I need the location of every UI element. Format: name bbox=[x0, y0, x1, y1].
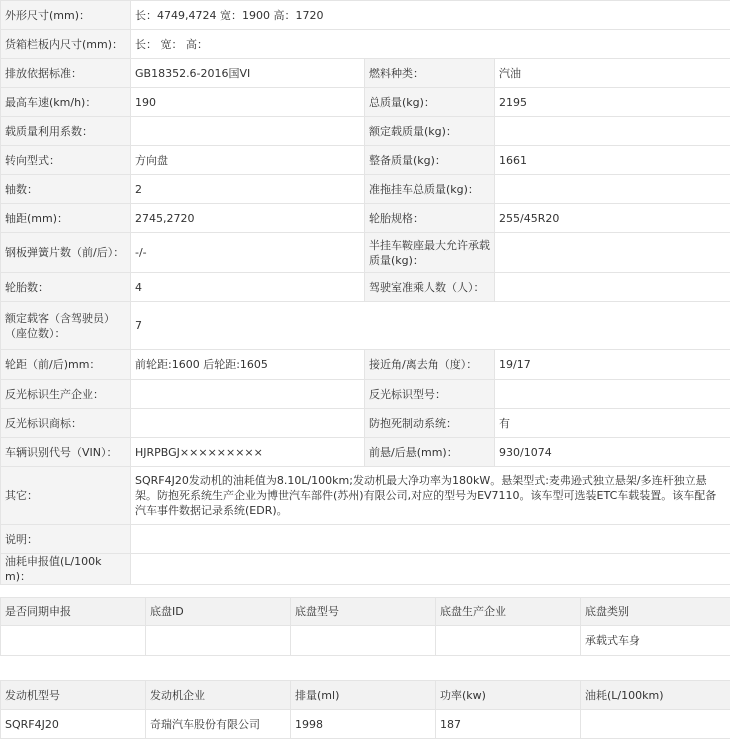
chassis-header-cell: 底盘类别 bbox=[581, 598, 730, 626]
spec-value bbox=[495, 175, 730, 204]
spec-label: 燃料种类： bbox=[365, 59, 495, 88]
spec-value: 7 bbox=[131, 302, 730, 350]
spec-row bbox=[1, 380, 730, 409]
chassis-header-row bbox=[1, 598, 730, 626]
spec-value: 4 bbox=[131, 273, 365, 302]
spec-label: 半挂车鞍座最大允许承载质量(kg)： bbox=[365, 233, 495, 273]
spec-row bbox=[1, 175, 730, 204]
chassis-header-cell: 是否同期申报 bbox=[1, 598, 146, 626]
spec-label: 说明： bbox=[1, 525, 131, 554]
spec-label: 转向型式： bbox=[1, 146, 131, 175]
spec-value bbox=[495, 117, 730, 146]
engine-header-cell: 发动机型号 bbox=[1, 681, 146, 710]
engine-table bbox=[0, 680, 730, 739]
spec-value: 930/1074 bbox=[495, 438, 730, 467]
spec-label: 反光标识型号： bbox=[365, 380, 495, 409]
spec-label: 轮距（前/后)mm： bbox=[1, 350, 131, 380]
spec-row bbox=[1, 1, 730, 30]
spec-label: 外形尺寸(mm)： bbox=[1, 1, 131, 30]
chassis-cell: 承载式车身 bbox=[581, 626, 730, 656]
spec-value: 有 bbox=[495, 409, 730, 438]
spec-value: GB18352.6-2016国VI bbox=[131, 59, 365, 88]
chassis-table bbox=[0, 597, 730, 656]
spec-value: SQRF4J20发动机的油耗值为8.10L/100km;发动机最大净功率为180kW。悬架型式:麦弗逊式独立悬架/多连杆独立悬架。防抱死系统生产企业为博世汽车部件(苏州)有限公司,对应的型号为EV7110。该车型可选装ETC车载装置。该车配备汽车事件数据记录系统(EDR)。 bbox=[131, 467, 730, 525]
spec-label: 反光标识商标： bbox=[1, 409, 131, 438]
spec-value bbox=[495, 273, 730, 302]
spec-label: 前悬/后悬(mm)： bbox=[365, 438, 495, 467]
spec-label: 轮胎数： bbox=[1, 273, 131, 302]
engine-header-cell: 油耗(L/100km) bbox=[581, 681, 730, 710]
chassis-header-cell: 底盘ID bbox=[146, 598, 291, 626]
spec-value bbox=[495, 380, 730, 409]
chassis-cell bbox=[291, 626, 436, 656]
engine-cell bbox=[581, 710, 730, 739]
chassis-header-cell: 底盘生产企业 bbox=[436, 598, 581, 626]
spec-value bbox=[131, 380, 365, 409]
chassis-header-cell: 底盘型号 bbox=[291, 598, 436, 626]
engine-cell: 1998 bbox=[291, 710, 436, 739]
spec-label: 反光标识生产企业： bbox=[1, 380, 131, 409]
chassis-cell bbox=[436, 626, 581, 656]
spec-row bbox=[1, 409, 730, 438]
spec-row bbox=[1, 117, 730, 146]
engine-cell: 187 bbox=[436, 710, 581, 739]
spec-label: 轮胎规格： bbox=[365, 204, 495, 233]
spec-value: 2195 bbox=[495, 88, 730, 117]
spec-value: 长：4749,4724 宽：1900 高：1720 bbox=[131, 1, 730, 30]
engine-header-cell: 排量(ml) bbox=[291, 681, 436, 710]
spec-label: 最高车速(km/h)： bbox=[1, 88, 131, 117]
engine-cell: 奇瑞汽车股份有限公司 bbox=[146, 710, 291, 739]
spec-value: 1661 bbox=[495, 146, 730, 175]
engine-data-row bbox=[1, 710, 730, 739]
engine-header-row bbox=[1, 681, 730, 710]
spec-value bbox=[131, 409, 365, 438]
spec-label: 排放依据标准： bbox=[1, 59, 131, 88]
spec-row bbox=[1, 302, 730, 350]
spec-row bbox=[1, 146, 730, 175]
spec-row bbox=[1, 467, 730, 525]
spec-value: 方向盘 bbox=[131, 146, 365, 175]
spec-value: -/- bbox=[131, 233, 365, 273]
spec-label: 准拖挂车总质量(kg)： bbox=[365, 175, 495, 204]
spec-row bbox=[1, 59, 730, 88]
spec-label: 额定载质量(kg)： bbox=[365, 117, 495, 146]
spec-label: 总质量(kg)： bbox=[365, 88, 495, 117]
spec-label: 防抱死制动系统： bbox=[365, 409, 495, 438]
spec-label: 油耗申报值(L/100km)： bbox=[1, 554, 131, 585]
spec-row bbox=[1, 438, 730, 467]
chassis-cell bbox=[1, 626, 146, 656]
spec-value bbox=[131, 525, 730, 554]
spec-label: 车辆识别代号（VIN）： bbox=[1, 438, 131, 467]
spec-row bbox=[1, 273, 730, 302]
spec-label: 货箱栏板内尺寸(mm)： bbox=[1, 30, 131, 59]
spec-value: 2 bbox=[131, 175, 365, 204]
chassis-data-row bbox=[1, 626, 730, 656]
spec-row bbox=[1, 525, 730, 554]
engine-cell: SQRF4J20 bbox=[1, 710, 146, 739]
spec-row bbox=[1, 88, 730, 117]
spec-label: 载质量利用系数： bbox=[1, 117, 131, 146]
spec-label: 其它： bbox=[1, 467, 131, 525]
spec-value: 2745,2720 bbox=[131, 204, 365, 233]
spec-row bbox=[1, 233, 730, 273]
spec-table-body bbox=[1, 1, 730, 585]
spec-row bbox=[1, 554, 730, 585]
spec-row bbox=[1, 30, 730, 59]
spec-value: 255/45R20 bbox=[495, 204, 730, 233]
spec-value: 长： 宽： 高： bbox=[131, 30, 730, 59]
spec-label: 轴数： bbox=[1, 175, 131, 204]
spec-value bbox=[131, 117, 365, 146]
spec-value: HJRPBGJ××××××××× bbox=[131, 438, 365, 467]
engine-header-cell: 功率(kw) bbox=[436, 681, 581, 710]
spec-value bbox=[131, 554, 730, 585]
spec-value: 19/17 bbox=[495, 350, 730, 380]
spec-value: 190 bbox=[131, 88, 365, 117]
spec-label: 接近角/离去角（度）： bbox=[365, 350, 495, 380]
spec-label: 钢板弹簧片数（前/后）： bbox=[1, 233, 131, 273]
spec-label: 轴距(mm)： bbox=[1, 204, 131, 233]
spec-label: 额定载客（含驾驶员）（座位数）： bbox=[1, 302, 131, 350]
spec-value bbox=[495, 233, 730, 273]
spec-row bbox=[1, 350, 730, 380]
spec-value: 汽油 bbox=[495, 59, 730, 88]
spec-row bbox=[1, 204, 730, 233]
chassis-cell bbox=[146, 626, 291, 656]
spec-label: 整备质量(kg)： bbox=[365, 146, 495, 175]
spec-label: 驾驶室准乘人数（人）： bbox=[365, 273, 495, 302]
spec-value: 前轮距:1600 后轮距:1605 bbox=[131, 350, 365, 380]
engine-header-cell: 发动机企业 bbox=[146, 681, 291, 710]
